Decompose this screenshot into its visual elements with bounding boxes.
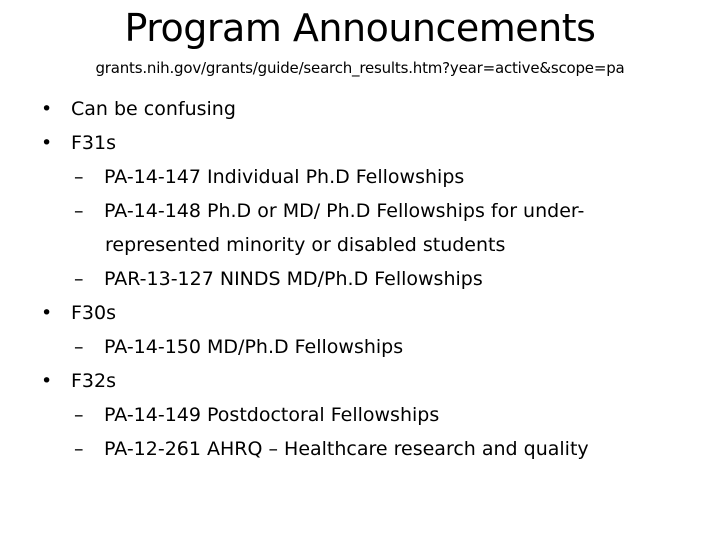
sub-bullet-item bbox=[0, 330, 720, 364]
sub-bullet-item bbox=[0, 398, 720, 432]
bullet-item bbox=[0, 364, 720, 398]
sub-bullet-text: PA-14-149 Postdoctoral Fellowships bbox=[104, 404, 440, 426]
bullet-text: F30s bbox=[71, 302, 117, 324]
bullet-item bbox=[0, 126, 720, 160]
bullet-item bbox=[0, 92, 720, 126]
dash-marker: – bbox=[74, 404, 84, 426]
source-url: grants.nih.gov/grants/guide/search_results.htm?year=active&scope=pa bbox=[95, 59, 625, 77]
sub-bullet-text: PA-14-147 Individual Ph.D Fellowships bbox=[104, 166, 465, 188]
dash-marker: – bbox=[74, 438, 84, 460]
dash-marker: – bbox=[74, 166, 84, 188]
sub-bullet-item bbox=[0, 432, 720, 466]
bullet-marker: • bbox=[41, 370, 53, 392]
slide-title: Program Announcements bbox=[124, 6, 596, 50]
sub-bullet-item bbox=[0, 160, 720, 194]
bullet-marker: • bbox=[41, 132, 53, 154]
dash-marker: – bbox=[74, 268, 84, 290]
sub-bullet-text: PA-12-261 AHRQ – Healthcare research and quality bbox=[104, 438, 589, 460]
bullet-text: F32s bbox=[71, 370, 117, 392]
sub-bullet-text: represented minority or disabled students bbox=[105, 234, 506, 256]
dash-marker: – bbox=[74, 336, 84, 358]
sub-bullet-item bbox=[0, 194, 720, 228]
bullet-text: Can be confusing bbox=[71, 98, 236, 120]
sub-bullet-text: PA-14-150 MD/Ph.D Fellowships bbox=[104, 336, 404, 358]
sub-bullet-text: PA-14-148 Ph.D or MD/ Ph.D Fellowships for under- bbox=[104, 200, 585, 222]
bullet-list bbox=[0, 92, 720, 466]
sub-bullet-text: PAR-13-127 NINDS MD/Ph.D Fellowships bbox=[104, 268, 483, 290]
bullet-marker: • bbox=[41, 302, 53, 324]
sub-bullet-continuation bbox=[0, 228, 720, 262]
bullet-marker: • bbox=[41, 98, 53, 120]
sub-bullet-item bbox=[0, 262, 720, 296]
bullet-item bbox=[0, 296, 720, 330]
bullet-text: F31s bbox=[71, 132, 117, 154]
dash-marker: – bbox=[74, 200, 84, 222]
